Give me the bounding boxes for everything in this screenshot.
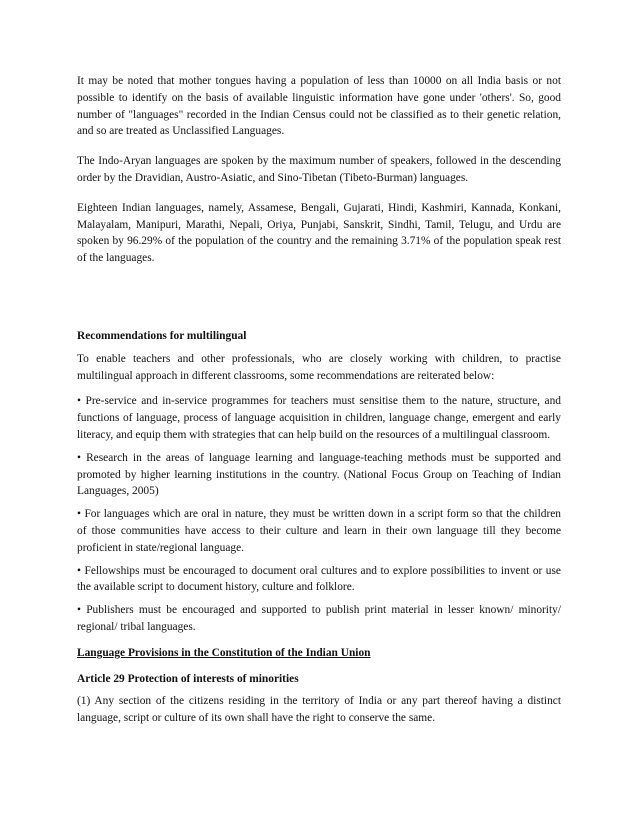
recommendations-intro: To enable teachers and other professionals, who are closely working with children, to practise multilingual approach in different classrooms, some recommendations are reiterated below: <box>77 352 561 382</box>
bullet-teacher-programmes: • Pre-service and in-service programmes for teachers must sensitise them to the nature, structure, and functions of language, process of language acquisition in children, language change, emergent and early literacy, and equip them with strategies that can help build on the resources of a multilingual classroom. <box>77 395 561 441</box>
bullet-fellowships: • Fellowships must be encouraged to document oral cultures and to explore possibilities to invent or use the available script to document history, culture and folklore. <box>77 564 561 594</box>
bullet-oral-languages: • For languages which are oral in nature, they must be written down in a script form so that the children of those communities have access to their culture and learn in their own language till they become proficient in state/regional language. <box>77 508 561 554</box>
article-29-clause-1: (1) Any section of the citizens residing in the territory of India or any part thereof having a distinct language, script or culture of its own shall have the right to conserve the same. <box>77 695 561 725</box>
paragraph-unclassified-languages: It may be noted that mother tongues having a population of less than 10000 on all India basis or not possible to identify on the basis of available linguistic information have gone under 'others'. So, good number of "languages" recorded in the Indian Census could not be classified as to their genetic relation, and so are treated as Unclassified Languages. <box>77 75 561 138</box>
paragraph-eighteen-languages: Eighteen Indian languages, namely, Assamese, Bengali, Gujarati, Hindi, Kashmiri, Kannada, Konkani, Malayalam, Manipuri, Marathi, Nepali, Oriya, Punjabi, Sanskrit, Sindhi, Tamil, Telugu, and Urdu are spoken by 96.29% of the population of the country and the remaining 3.71% of the population speak rest of the languages. <box>77 201 561 265</box>
article-29-heading: Article 29 Protection of interests of minorities <box>77 672 299 685</box>
constitution-heading: Language Provisions in the Constitution of the Indian Union <box>77 646 371 659</box>
bullet-publishers: • Publishers must be encouraged and supported to publish print material in lesser known/ minority/ regional/ tribal languages. <box>77 604 561 633</box>
document-page <box>77 73 561 727</box>
paragraph-language-families: The Indo-Aryan languages are spoken by the maximum number of speakers, followed in the descending order by the Dravidian, Austro-Asiatic, and Sino-Tibetan (Tibeto-Burman) languages. <box>77 155 561 184</box>
bullet-research: • Research in the areas of language learning and language-teaching methods must be supported and promoted by higher learning institutions in the country. (National Focus Group on Teaching of Indian Languages, 2005) <box>77 451 561 498</box>
recommendations-heading: Recommendations for multilingual <box>77 329 247 342</box>
